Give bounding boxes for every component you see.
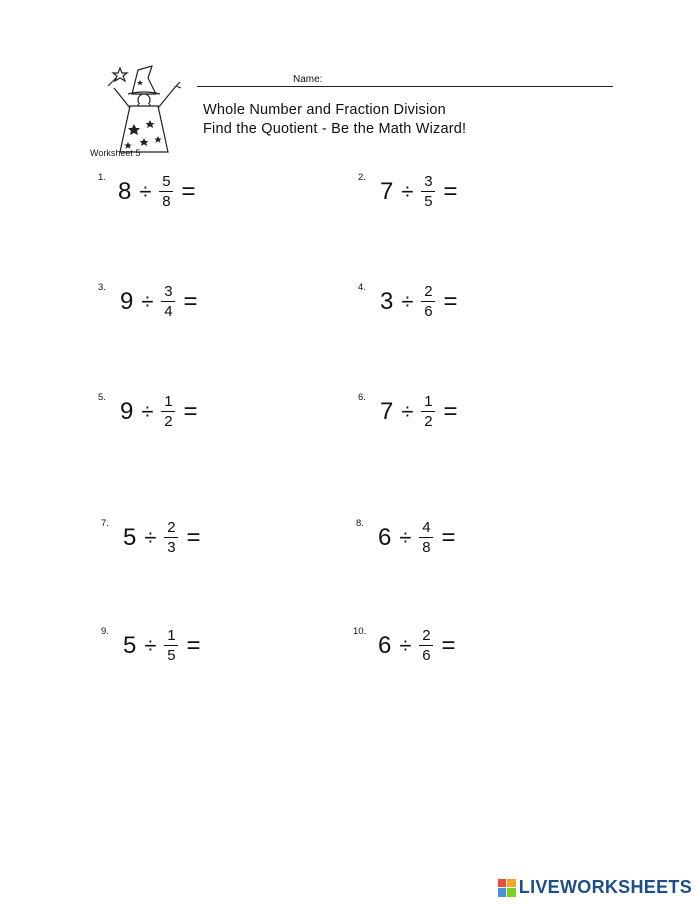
problem-number: 7.: [101, 518, 109, 529]
problem-6: [380, 394, 457, 429]
numerator: 3: [164, 283, 173, 300]
numerator: 4: [422, 519, 431, 536]
denominator: 3: [167, 539, 176, 556]
problem-number: 2.: [358, 172, 366, 183]
whole-number: 7: [380, 177, 394, 205]
denominator: 8: [162, 193, 171, 210]
fraction: [421, 394, 435, 429]
divide-sign: ÷: [139, 178, 152, 204]
denominator: 8: [422, 539, 431, 556]
divide-sign: ÷: [144, 524, 157, 550]
denominator: 6: [422, 647, 431, 664]
equals-sign: =: [441, 631, 456, 659]
liveworksheets-logo[interactable]: [498, 877, 692, 898]
whole-number: 9: [120, 397, 134, 425]
problem-number: 4.: [358, 282, 366, 293]
worksheet-subtitle: Find the Quotient - Be the Math Wizard!: [203, 121, 467, 137]
fraction: [419, 628, 433, 663]
problem-number: 8.: [356, 518, 364, 529]
whole-number: 6: [378, 523, 392, 551]
equals-sign: =: [183, 397, 198, 425]
fraction: [421, 284, 435, 319]
fraction: [164, 628, 178, 663]
whole-number: 5: [123, 523, 137, 551]
fraction: [164, 520, 178, 555]
divide-sign: ÷: [401, 288, 414, 314]
problem-3: [120, 284, 197, 319]
equals-sign: =: [186, 631, 201, 659]
fraction-bar: [161, 301, 175, 302]
worksheet-title: Whole Number and Fraction Division: [203, 102, 446, 118]
numerator: 2: [422, 627, 431, 644]
problem-number: 9.: [101, 626, 109, 637]
denominator: 6: [424, 303, 433, 320]
denominator: 5: [424, 193, 433, 210]
fraction-bar: [164, 645, 178, 646]
whole-number: 6: [378, 631, 392, 659]
divide-sign: ÷: [401, 398, 414, 424]
fraction: [421, 174, 435, 209]
problem-number: 10.: [353, 626, 367, 637]
equals-sign: =: [183, 287, 198, 315]
fraction-bar: [164, 537, 178, 538]
numerator: 2: [167, 519, 176, 536]
liveworksheets-logo-icon: [498, 879, 516, 897]
numerator: 1: [164, 393, 173, 410]
problem-2: [380, 174, 457, 209]
equals-sign: =: [443, 397, 458, 425]
problem-4: [380, 284, 457, 319]
equals-sign: =: [443, 177, 458, 205]
numerator: 5: [162, 173, 171, 190]
fraction: [161, 284, 175, 319]
logo-text: LIVEWORKSHEETS: [518, 877, 692, 897]
fraction: [419, 520, 433, 555]
numerator: 3: [424, 173, 433, 190]
divide-sign: ÷: [399, 632, 412, 658]
divide-sign: ÷: [401, 178, 414, 204]
name-input-line[interactable]: [197, 86, 613, 87]
problem-number: 6.: [358, 392, 366, 403]
fraction-bar: [161, 411, 175, 412]
whole-number: 3: [380, 287, 394, 315]
problem-1: [118, 174, 195, 209]
fraction-bar: [421, 301, 435, 302]
equals-sign: =: [441, 523, 456, 551]
equals-sign: =: [186, 523, 201, 551]
numerator: 2: [424, 283, 433, 300]
whole-number: 5: [123, 631, 137, 659]
denominator: 2: [164, 413, 173, 430]
whole-number: 8: [118, 177, 132, 205]
fraction: [159, 174, 173, 209]
fraction-bar: [421, 411, 435, 412]
numerator: 1: [167, 627, 176, 644]
equals-sign: =: [443, 287, 458, 315]
equals-sign: =: [181, 177, 196, 205]
problem-number: 3.: [98, 282, 106, 293]
divide-sign: ÷: [144, 632, 157, 658]
name-label: Name:: [293, 74, 323, 85]
fraction: [161, 394, 175, 429]
fraction-bar: [419, 645, 433, 646]
divide-sign: ÷: [141, 398, 154, 424]
denominator: 4: [164, 303, 173, 320]
divide-sign: ÷: [141, 288, 154, 314]
problem-7: [123, 520, 200, 555]
divide-sign: ÷: [399, 524, 412, 550]
denominator: 5: [167, 647, 176, 664]
worksheet-label: Worksheet 5: [90, 148, 141, 158]
fraction-bar: [159, 191, 173, 192]
problem-number: 1.: [98, 172, 106, 183]
fraction-bar: [421, 191, 435, 192]
problem-9: [123, 628, 200, 663]
numerator: 1: [424, 393, 433, 410]
problem-8: [378, 520, 455, 555]
problem-10: [378, 628, 455, 663]
fraction-bar: [419, 537, 433, 538]
problem-5: [120, 394, 197, 429]
problem-number: 5.: [98, 392, 106, 403]
denominator: 2: [424, 413, 433, 430]
wizard-illustration: [104, 64, 184, 156]
whole-number: 7: [380, 397, 394, 425]
whole-number: 9: [120, 287, 134, 315]
